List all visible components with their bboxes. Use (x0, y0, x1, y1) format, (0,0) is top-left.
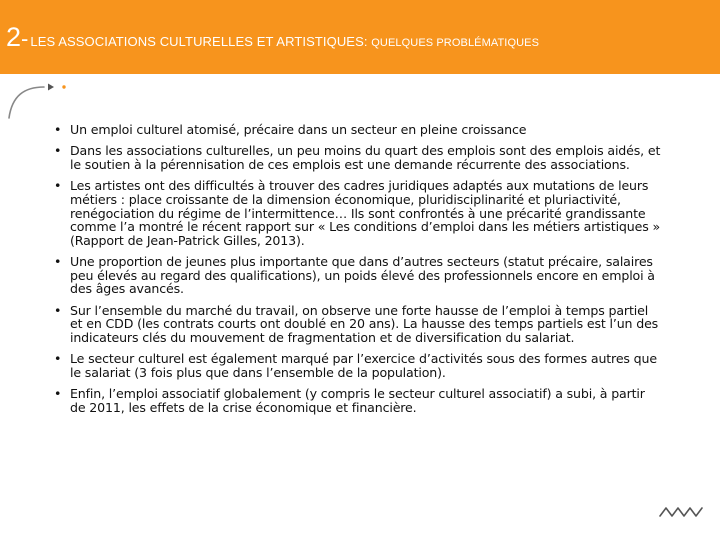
list-item-text: Enfin, l’emploi associatif globalement (y compris le secteur culturel associatif) a subi, à partir de 2011, les effets de la crise économique et financière. (70, 386, 645, 415)
list-item-text: Un emploi culturel atomisé, précaire dans un secteur en pleine croissance (70, 122, 527, 137)
list-item (52, 255, 662, 296)
bullet-icon: • (54, 351, 62, 367)
list-item-text: Sur l’ensemble du marché du travail, on observe une forte hausse de l’emploi à temps partiel et en CDD (les contrats courts ont doublé en 20 ans). La hausse des temps partiels est l’un des indicateurs clés du mouvement de fragmentation et de diversification du salariat. (70, 302, 659, 345)
title-banner (0, 0, 720, 74)
title-dash: - (21, 26, 29, 51)
bullet-icon: • (54, 122, 62, 137)
title-sub: QUELQUES PROBLÉMATIQUES (371, 37, 540, 49)
list-item-text: Le secteur culturel est également marqué par l’exercice d’activités sous des formes autres que le salariat (3 fois plus que dans l’ensemble de la population). (70, 351, 657, 380)
list-item (52, 304, 662, 345)
bullet-icon: • (54, 143, 62, 159)
slide-title (6, 22, 539, 53)
bullet-icon: • (54, 302, 62, 318)
list-item (52, 352, 662, 379)
list-item (52, 123, 662, 137)
list-item-text: Dans les associations culturelles, un peu moins du quart des emplois sont des emplois aidés, et le soutien à la pérennisation de ces emplois est une demande récurrente des associations. (70, 143, 661, 172)
list-item-text: Une proportion de jeunes plus importante que dans d’autres secteurs (statut précaire, salaires peu élevés au regard des qualifications), un poids élevé des professionnels encore en emploi à des âges avancés. (70, 254, 655, 297)
bullet-icon: • (54, 254, 62, 270)
arc-arrow-icon (4, 78, 74, 128)
list-item (52, 387, 662, 414)
list-item-text: Les artistes ont des difficultés à trouver des cadres juridiques adaptés aux mutations de leurs métiers : place croissante de la dimension économique, pluridisciplinarité et pluriactivité, renégociation du régime de l’intermittence… Ils sont confrontés à une précarité grandissante comme l’a montré le récent rapport sur « Les conditions d’emploi dans les métiers artistiques » (Rapport de Jean-Patrick Gilles, 2013). (70, 178, 661, 248)
section-number: 2 (6, 22, 22, 52)
list-item (52, 179, 662, 247)
list-item (52, 144, 662, 171)
title-main: LES ASSOCIATIONS CULTURELLES ET ARTISTIQUES: (30, 34, 372, 49)
zigzag-icon (659, 505, 705, 519)
bullet-icon: • (54, 178, 62, 194)
bullet-list (52, 123, 662, 422)
bullet-icon: • (54, 386, 62, 402)
